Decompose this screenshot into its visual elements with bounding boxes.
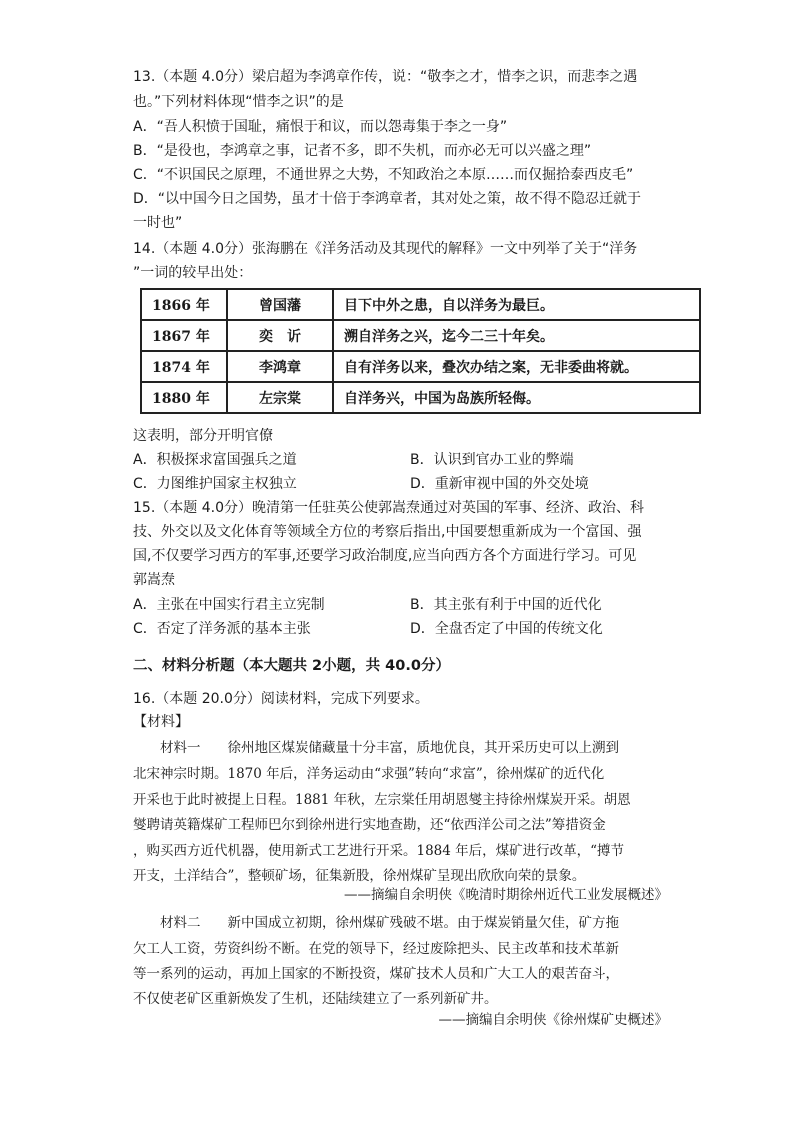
q14-stem-line2: ”一词的较早出处：	[133, 265, 253, 281]
q14-option-b: B．认识到官办工业的弊端	[410, 452, 574, 468]
q15-option-a: A．主张在中国实行君主立宪制	[133, 597, 325, 613]
table-row	[141, 351, 700, 382]
q15-option-b: B．其主张有利于中国的近代化	[410, 597, 602, 613]
q14-option-d: D．重新审视中国的外交处境	[410, 476, 589, 492]
material-label: 【材料】	[133, 714, 189, 730]
table-cell-year: 1866 年	[141, 289, 227, 320]
q13-option-a: A．“吾人积愤于国耻，痛恨于和议，而以怨毒集于李之一身”	[133, 119, 508, 135]
material-two-line: 欠工人工资，劳资纠纷不断。在党的领导下，经过废除把头、民主改革和技术革新	[133, 941, 619, 957]
table-cell-name: 曾国藩	[227, 289, 333, 320]
q16-stem: 16.（本题 20.0分）阅读材料，完成下列要求。	[133, 691, 429, 707]
material-two-line: 材料二 新中国成立初期，徐州煤矿残破不堪。由于煤炭销量欠佳，矿方拖	[160, 915, 619, 931]
table-cell-name: 左宗棠	[227, 382, 333, 413]
table-cell-quote: 自洋务兴，中国为岛族所轻侮。	[333, 382, 700, 413]
q15-stem-line4: 郭嵩焘	[133, 572, 175, 588]
q14-option-a: A．积极探求富国强兵之道	[133, 452, 297, 468]
table-cell-year: 1880 年	[141, 382, 227, 413]
material-two-line: 不仅使老矿区重新焕发了生机，还陆续建立了一系列新矿井。	[133, 991, 498, 1007]
q13-stem-line1: 13.（本题 4.0分）梁启超为李鸿章作传，说：“敬李之才，惜李之识，而悲李之遇	[133, 69, 638, 85]
section-heading: 二、材料分析题（本大题共 2小题，共 40.0分）	[133, 658, 450, 674]
material-one-line: 开采也于此时被提上日程。1881 年秋，左宗棠任用胡恩燮主持徐州煤炭开采。胡恩	[133, 792, 631, 808]
table-cell-name: 李鸿章	[227, 351, 333, 382]
table-row	[141, 289, 700, 320]
material-two-line: 等一系列的运动，再加上国家的不断投资，煤矿技术人员和广大工人的艰苦奋斗，	[133, 966, 619, 982]
material-one-line: 材料一 徐州地区煤炭储藏量十分丰富，质地优良，其开采历史可以上溯到	[160, 740, 619, 756]
material-one-line: 开支，土洋结合”，整顿矿场，征集新股，徐州煤矿呈现出欣欣向荣的景象。	[133, 868, 586, 884]
material-two-source: ——摘编自余明侠《徐州煤矿史概述》	[438, 1012, 668, 1028]
q14-stem-conclusion: 这表明，部分开明官僚	[133, 428, 273, 444]
q15-option-c: C．否定了洋务派的基本主张	[133, 621, 311, 637]
table-cell-year: 1867 年	[141, 320, 227, 351]
table-cell-quote: 溯自洋务之兴，迄今二三十年矣。	[333, 320, 700, 351]
q15-stem-line3: 国,不仅要学习西方的军事,还要学习政治制度,应当向西方各个方面进行学习。可见	[133, 548, 637, 564]
table-cell-quote: 自有洋务以来，叠次办结之案，无非委曲将就。	[333, 351, 700, 382]
material-one-source: ——摘编自余明侠《晚清时期徐州近代工业发展概述》	[344, 887, 668, 903]
table-cell-name: 奕 䜣	[227, 320, 333, 351]
table-cell-quote: 目下中外之患，自以洋务为最巨。	[333, 289, 700, 320]
table-row	[141, 382, 700, 413]
q13-option-d-cont: 一时也”	[133, 215, 183, 231]
q13-option-b: B．“是役也，李鸿章之事，记者不多，即不失机，而亦必无可以兴盛之理”	[133, 143, 592, 159]
material-one-line: ，购买西方近代机器，使用新式工艺进行开采。1884 年后，煤矿进行改革，“撙节	[133, 843, 625, 859]
table-cell-year: 1874 年	[141, 351, 227, 382]
material-one-line: 北宋神宗时期。1870 年后，洋务运动由“求强”转向“求富”，徐州煤矿的近代化	[133, 766, 605, 782]
q13-option-c: C．“不识国民之原理，不通世界之大势，不知政治之本原……而仅掘拾泰西皮毛”	[133, 167, 634, 183]
q14-option-c: C．力图维护国家主权独立	[133, 476, 297, 492]
q15-stem-line2: 技、外交以及文化体育等领域全方位的考察后指出,中国要想重新成为一个富国、强	[133, 524, 642, 540]
q15-stem-line1: 15.（本题 4.0分）晚清第一任驻英公使郭嵩焘通过对英国的军事、经济、政治、科	[133, 500, 644, 516]
material-one-line: 燮聘请英籍煤矿工程师巴尔到徐州进行实地查勘，还“依西洋公司之法”筹措资金	[133, 817, 606, 833]
q15-option-d: D．全盘否定了中国的传统文化	[410, 621, 603, 637]
table-row	[141, 320, 700, 351]
q13-stem-line2: 也。”下列材料体现“惜李之识”的是	[133, 94, 344, 110]
q13-option-d: D．“以中国今日之国势，虽才十倍于李鸿章者，其对处之策，故不得不隐忍迁就于	[133, 191, 642, 207]
q14-source-table	[140, 288, 701, 414]
q14-stem-line1: 14.（本题 4.0分）张海鹏在《洋务活动及其现代的解释》一文中列举了关于“洋务	[133, 241, 638, 257]
